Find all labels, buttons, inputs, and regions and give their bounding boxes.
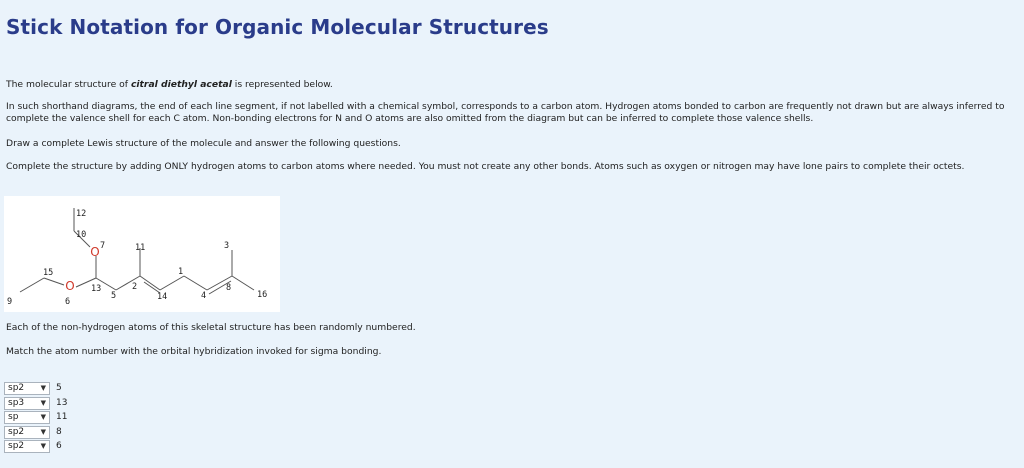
atom-label-2: 2 <box>132 282 138 292</box>
instruction-paragraph: Draw a complete Lewis structure of the molecule and answer the following questions. <box>6 138 401 149</box>
atom-label-6: 6 <box>65 297 71 307</box>
intro-suffix: is represented below. <box>231 79 333 90</box>
hybridization-select[interactable]: sp2 ▼ <box>4 440 50 453</box>
chevron-down-icon: ▼ <box>40 384 46 392</box>
atom-label-9: 9 <box>7 297 13 307</box>
molecule-diagram <box>4 196 280 312</box>
bond-14-1 <box>160 276 184 290</box>
intro-prefix: The molecular structure of <box>6 79 131 90</box>
match-row <box>4 426 84 441</box>
atom-label-13: 13 <box>91 284 102 294</box>
atom-number: 6 <box>56 441 62 451</box>
hybridization-select[interactable]: sp2 ▼ <box>4 426 50 439</box>
chevron-down-icon: ▼ <box>40 399 46 407</box>
oxygen-atom-top: O <box>90 245 100 259</box>
atom-label-3: 3 <box>224 241 230 251</box>
atom-label-15: 15 <box>43 268 54 278</box>
numbering-paragraph: Each of the non-hydrogen atoms of this skeletal structure has been randomly numbered. <box>6 322 416 333</box>
chevron-down-icon: ▼ <box>40 442 46 450</box>
atom-label-1: 1 <box>178 267 184 277</box>
atom-label-7: 7 <box>100 241 106 251</box>
hybridization-select[interactable]: sp3 ▼ <box>4 397 50 410</box>
hybridization-select[interactable]: sp2 ▼ <box>4 382 50 395</box>
atom-number: 8 <box>56 427 62 437</box>
bond-2-14-a <box>140 276 160 290</box>
skeletal-structure <box>4 196 280 312</box>
atom-label-4: 4 <box>201 291 207 301</box>
atom-label-5: 5 <box>111 291 117 301</box>
explanation-paragraph: In such shorthand diagrams, the end of each line segment, if not labelled with a chemical symbol, corresponds to a carbon atom. Hydrogen atoms bonded to carbon are frequently not drawn but are always inferred to complete the valence shell for each C atom. Non-bonding electrons for N and O atoms are also omitted from the diagram but can be inferred to complete those valence shells. <box>6 101 1005 125</box>
compound-name: citral diethyl acetal <box>130 79 232 90</box>
atom-number: 13 <box>56 398 68 408</box>
bond-9-15 <box>20 278 44 292</box>
chevron-down-icon: ▼ <box>40 428 46 436</box>
page-title: Stick Notation for Organic Molecular Structures <box>6 15 549 39</box>
oxygen-atom-bottom: O <box>65 279 75 293</box>
atom-number: 5 <box>56 383 62 393</box>
match-row <box>4 382 84 397</box>
chevron-down-icon: ▼ <box>40 413 46 421</box>
match-row <box>4 397 84 412</box>
matching-instruction: Match the atom number with the orbital hybridization invoked for sigma bonding. <box>6 346 382 357</box>
bond-1-4 <box>184 276 207 290</box>
match-row <box>4 411 84 426</box>
atom-label-14: 14 <box>157 292 168 302</box>
atom-label-10: 10 <box>76 230 87 240</box>
atom-number: 11 <box>56 412 68 422</box>
bond-15-O6 <box>44 278 64 285</box>
rules-paragraph: Complete the structure by adding ONLY hydrogen atoms to carbon atoms where needed. You must not create any other bonds. Atoms such as oxygen or nitrogen may have lone pairs to complete their octets. <box>6 161 965 172</box>
match-row <box>4 440 84 455</box>
hybridization-select[interactable]: sp ▼ <box>4 411 50 424</box>
atom-label-11: 11 <box>135 243 146 253</box>
atom-label-8: 8 <box>226 283 232 293</box>
bond-8-16 <box>232 276 254 290</box>
intro-paragraph <box>6 79 1020 91</box>
atom-label-16: 16 <box>257 290 268 300</box>
atom-label-12: 12 <box>76 209 87 219</box>
